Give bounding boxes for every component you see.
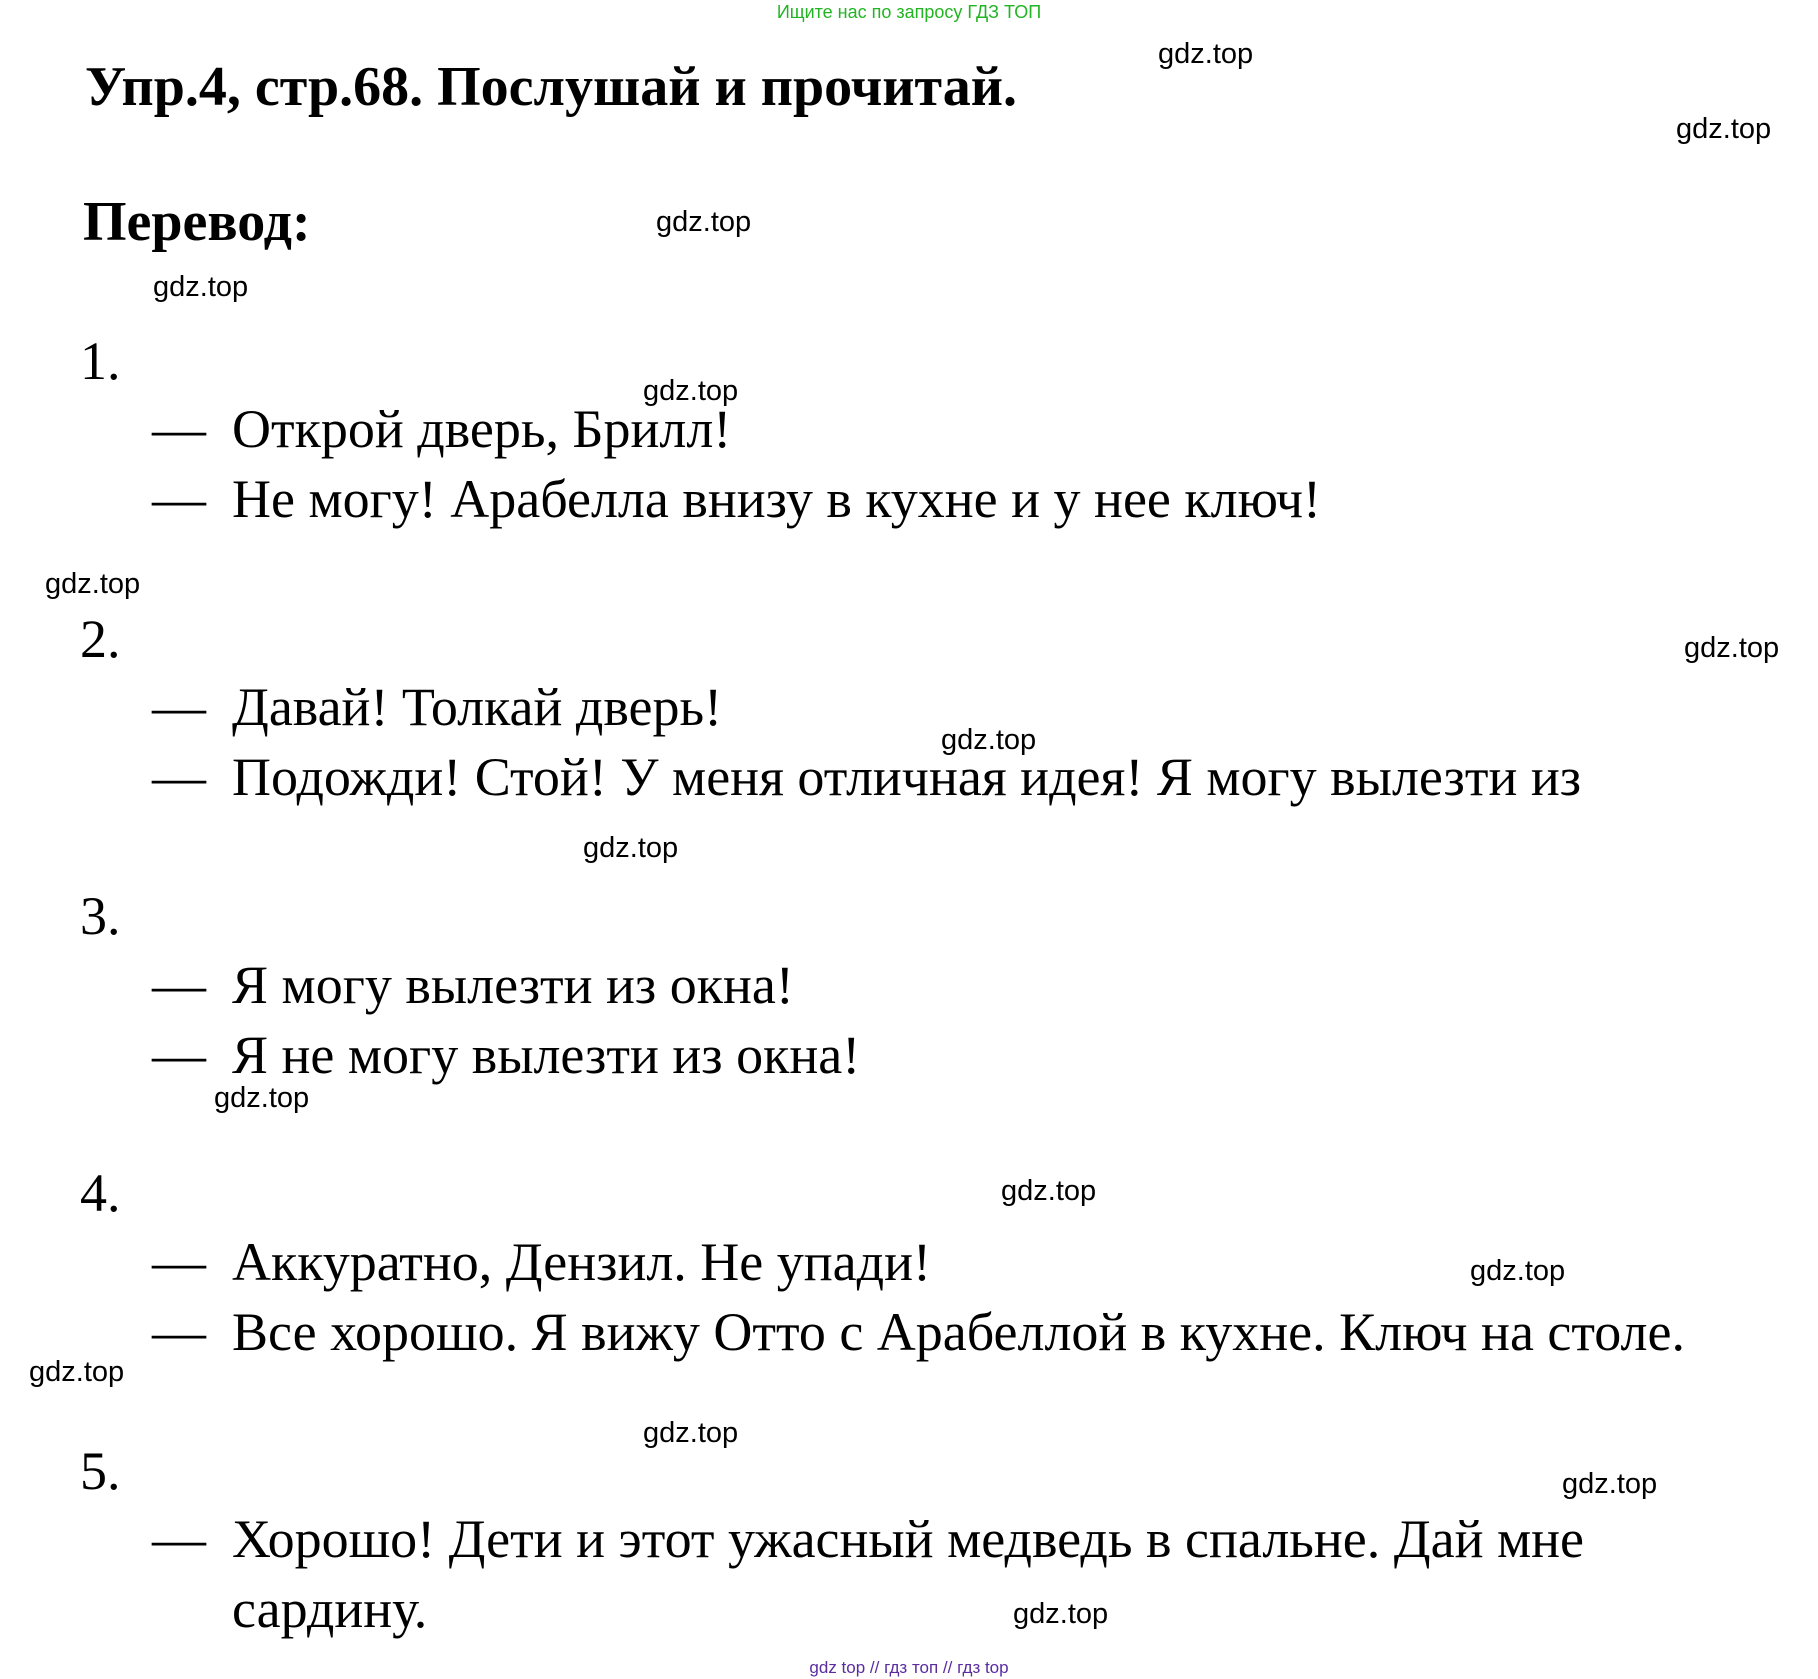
watermark: gdz.top xyxy=(1013,1598,1109,1630)
dash: — xyxy=(152,1025,206,1085)
line-text: Хорошо! Дети и этот ужасный медведь в спальне. Дай мне xyxy=(232,1509,1585,1569)
watermark: gdz.top xyxy=(1470,1255,1566,1287)
watermark: gdz.top xyxy=(643,375,739,407)
watermark: gdz.top xyxy=(1001,1175,1097,1207)
line-text: Открой дверь, Брилл! xyxy=(232,399,732,459)
watermark: gdz.top xyxy=(1676,113,1772,145)
dialogue-line xyxy=(152,746,1581,808)
watermark: gdz.top xyxy=(643,1417,739,1449)
dialogue-line xyxy=(152,468,1321,530)
watermark: gdz.top xyxy=(1158,38,1254,70)
dash: — xyxy=(152,1509,206,1569)
item-number: 5. xyxy=(80,1441,121,1501)
line-text: Аккуратно, Дензил. Не упади! xyxy=(232,1232,931,1292)
item-number: 3. xyxy=(80,886,121,946)
dash: — xyxy=(152,677,206,737)
item-number: 2. xyxy=(80,609,121,669)
line-text: Все хорошо. Я вижу Отто с Арабеллой в кухне. Ключ на столе. xyxy=(232,1302,1685,1362)
item-number: 4. xyxy=(80,1163,121,1223)
item-number: 1. xyxy=(80,331,121,391)
line-text: Я не могу вылезти из окна! xyxy=(232,1025,861,1085)
dialogue-line xyxy=(152,1231,931,1293)
watermark: gdz.top xyxy=(656,206,752,238)
dash: — xyxy=(152,399,206,459)
dash: — xyxy=(152,1302,206,1362)
dash: — xyxy=(152,747,206,807)
line-text: Давай! Толкай дверь! xyxy=(232,677,723,737)
watermark: gdz.top xyxy=(153,271,249,303)
watermark: gdz.top xyxy=(941,724,1037,756)
page-title: Упр.4, стр.68. Послушай и прочитай. xyxy=(85,56,1018,118)
dash: — xyxy=(152,955,206,1015)
dialogue-line xyxy=(152,1301,1685,1363)
watermark: gdz.top xyxy=(214,1082,310,1114)
watermark: gdz.top xyxy=(45,568,141,600)
line-continuation: сардину. xyxy=(232,1579,428,1639)
line-text: Не могу! Арабелла внизу в кухне и у нее ключ! xyxy=(232,469,1321,529)
translation-heading: Перевод: xyxy=(83,191,311,253)
watermark: gdz.top xyxy=(583,832,679,864)
watermark: gdz.top xyxy=(29,1356,125,1388)
footer-watermark: gdz top // гдз топ // гдз top xyxy=(809,1658,1009,1677)
search-hint-banner: Ищите нас по запросу ГДЗ ТОП xyxy=(776,2,1042,22)
dialogue-line xyxy=(152,954,794,1016)
line-text: Подожди! Стой! У меня отличная идея! Я могу вылезти из xyxy=(232,747,1582,807)
dialogue-line xyxy=(152,1024,860,1086)
watermark: gdz.top xyxy=(1684,632,1780,664)
dash: — xyxy=(152,469,206,529)
watermark: gdz.top xyxy=(1562,1468,1658,1500)
dialogue-line xyxy=(152,676,722,738)
dialogue-line xyxy=(152,1508,1584,1570)
line-text: Я могу вылезти из окна! xyxy=(232,955,794,1015)
dash: — xyxy=(152,1232,206,1292)
